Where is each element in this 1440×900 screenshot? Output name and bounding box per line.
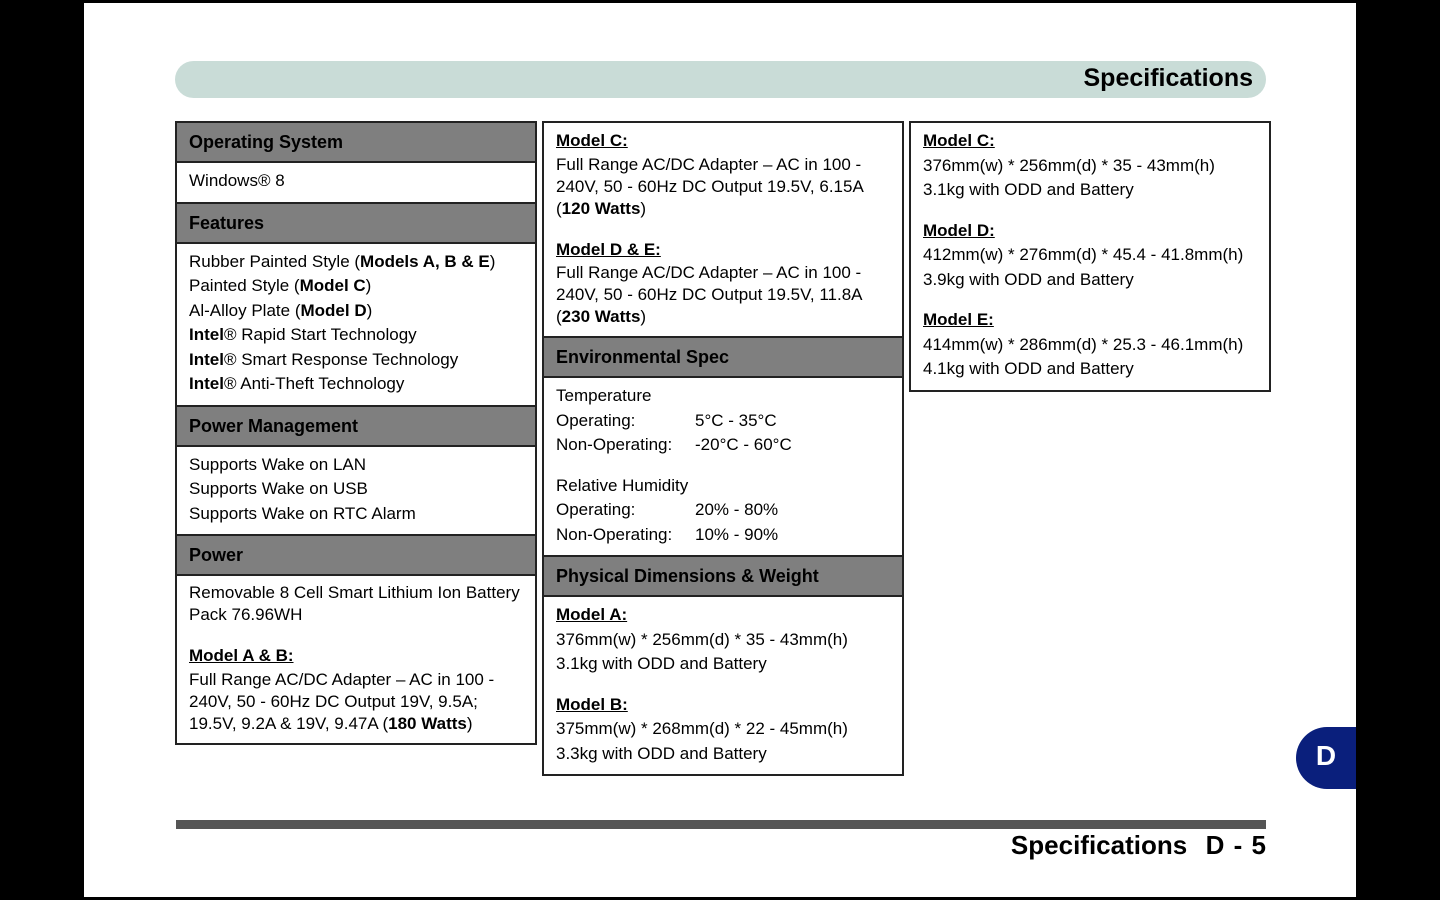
environmental-body (544, 378, 902, 557)
battery-text: Removable 8 Cell Smart Lithium Ion Battery Pack 76.96WH (189, 583, 520, 624)
dimension-text: 376mm(w) * 256mm(d) * 35 - 43mm(h) (923, 155, 1215, 175)
power-body (177, 576, 535, 743)
os-value: Windows® 8 (189, 171, 285, 190)
spec-row: Operating: 5°C - 35°C (556, 410, 777, 430)
list-item: Supports Wake on RTC Alarm (189, 503, 416, 523)
weight-text: 4.1kg with ODD and Battery (923, 359, 1134, 378)
humidity-label: Relative Humidity (556, 475, 689, 495)
spec-row: Operating: 20% - 80% (556, 500, 779, 519)
model-label: Model C: (556, 131, 628, 150)
feature-item: Intel® Anti-Theft Technology (189, 374, 405, 393)
feature-item: Al-Alloy Plate (Model D) (189, 300, 373, 320)
adapter-text: Full Range AC/DC Adapter – AC in 100 - 240V, 50 - 60Hz DC Output 19.5V, 11.8A (230 Watts) (556, 263, 862, 326)
section-heading-environmental: Environmental Spec (544, 338, 902, 378)
section-heading-os: Operating System (177, 123, 535, 163)
section-heading-power: Power (177, 536, 535, 576)
dimension-text: 376mm(w) * 256mm(d) * 35 - 43mm(h) (556, 629, 848, 649)
dimension-text: 412mm(w) * 276mm(d) * 45.4 - 41.8mm(h) (923, 245, 1244, 264)
weight-text: 3.1kg with ODD and Battery (923, 180, 1134, 199)
section-heading-physical: Physical Dimensions & Weight (544, 557, 902, 597)
dimension-text: 414mm(w) * 286mm(d) * 25.3 - 46.1mm(h) (923, 334, 1244, 354)
model-label: Model E: (923, 310, 994, 329)
os-body (177, 163, 535, 204)
footer-rule (176, 820, 1266, 829)
spec-column-3 (909, 121, 1271, 392)
model-label: Model A & B: (189, 646, 294, 665)
power-management-list (177, 447, 535, 537)
weight-text: 3.1kg with ODD and Battery (556, 654, 767, 673)
feature-item: Intel® Smart Response Technology (189, 349, 459, 369)
spec-column-2 (542, 121, 904, 776)
section-heading-features: Features (177, 204, 535, 244)
adapter-text: Full Range AC/DC Adapter – AC in 100 - 240V, 50 - 60Hz DC Output 19.5V, 6.15A (120 Watts) (556, 154, 863, 218)
weight-text: 3.3kg with ODD and Battery (556, 743, 767, 763)
list-item: Supports Wake on LAN (189, 454, 367, 474)
physical-body (544, 597, 902, 774)
appendix-tab[interactable]: D (1296, 727, 1356, 789)
adapter-models-body (544, 123, 902, 338)
feature-item: Intel® Rapid Start Technology (189, 325, 417, 344)
physical-continued-body (911, 123, 1269, 390)
dimension-text: 375mm(w) * 268mm(d) * 22 - 45mm(h) (556, 719, 848, 738)
document-page (84, 3, 1356, 897)
model-label: Model B: (556, 694, 628, 714)
weight-text: 3.9kg with ODD and Battery (923, 269, 1134, 289)
spec-row: Non-Operating: 10% - 90% (556, 524, 779, 544)
feature-item: Rubber Painted Style (Models A, B & E) (189, 251, 496, 271)
model-label: Model A: (556, 605, 628, 624)
model-label: Model C: (923, 131, 995, 150)
header-band (175, 61, 1266, 98)
model-label: Model D: (923, 220, 995, 240)
model-label: Model D & E: (556, 239, 661, 259)
adapter-text: Full Range AC/DC Adapter – AC in 100 - 240V, 50 - 60Hz DC Output 19V, 9.5A; 19.5V, 9.2A & 19V, 9.47A (180 Watts) (189, 669, 495, 733)
temperature-label: Temperature (556, 386, 652, 405)
footer-page-label: Specifications D - 5 (1010, 830, 1266, 860)
section-heading-power-management: Power Management (177, 407, 535, 447)
spec-column-1 (175, 121, 537, 745)
feature-item: Painted Style (Model C) (189, 276, 372, 295)
spec-row: Non-Operating: -20°C - 60°C (556, 435, 792, 454)
features-list (177, 244, 535, 407)
list-item: Supports Wake on USB (189, 479, 368, 498)
page-title: Specifications (1083, 64, 1253, 92)
